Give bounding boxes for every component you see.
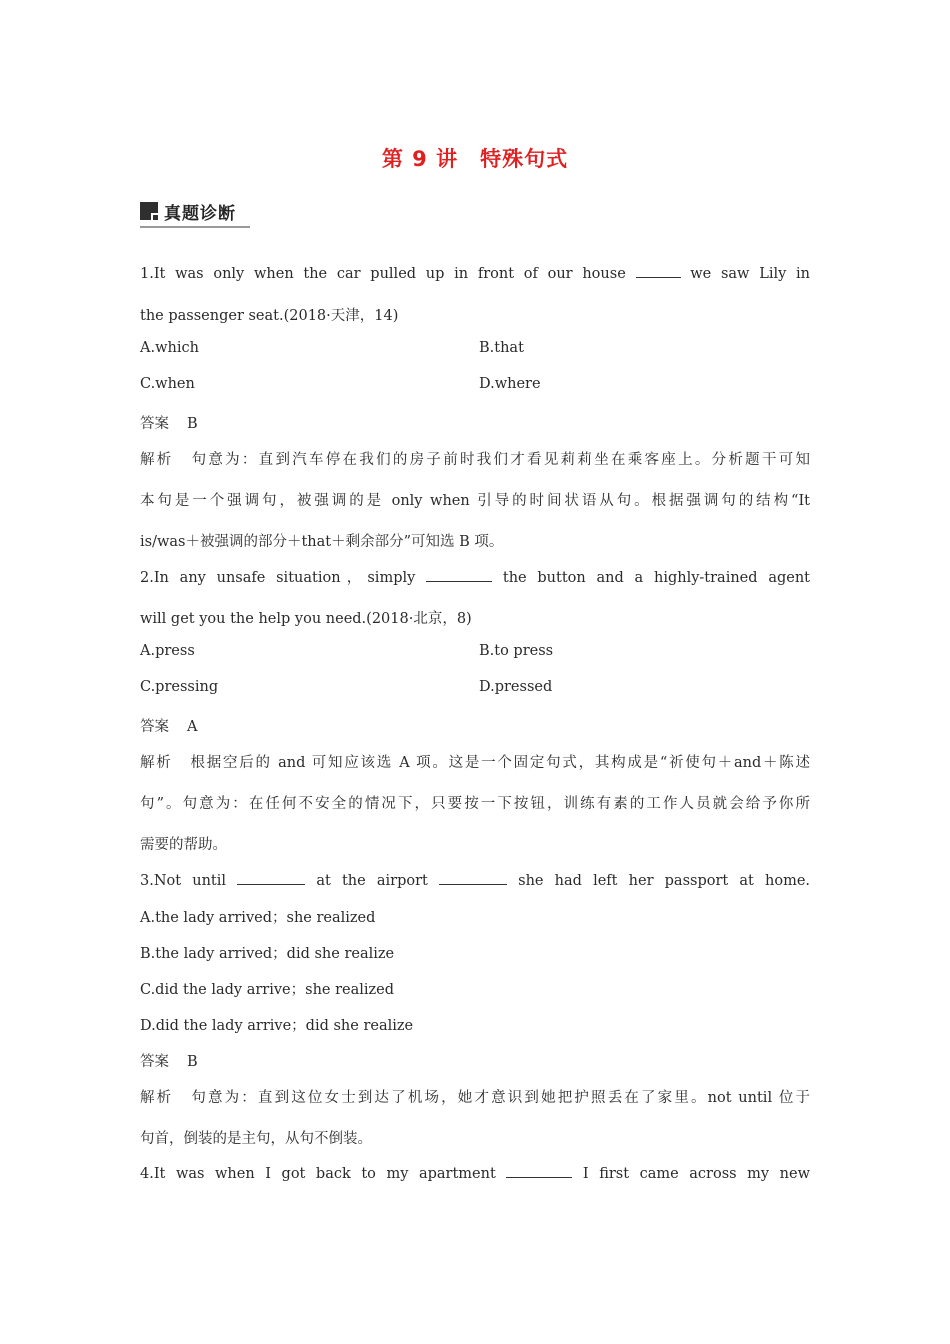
q3-answer: 答案 B xyxy=(140,1054,198,1070)
q2-answer: 答案 A xyxy=(140,719,198,735)
q2-explanation-line3: 需要的帮助。 xyxy=(140,837,227,853)
q3-blank-2 xyxy=(439,870,507,885)
q3-explanation-line2: 句首，倒装的是主句，从句不倒装。 xyxy=(140,1131,372,1147)
q1-stem-line2: the passenger seat.(2018·天津，14) xyxy=(140,308,399,324)
q3-option-b: B.the lady arrived；did she realize xyxy=(140,946,395,962)
q2-blank xyxy=(426,567,492,582)
q1-answer: 答案 B xyxy=(140,416,198,432)
q1-blank xyxy=(636,263,681,278)
q1-option-a: A.which xyxy=(140,340,199,356)
q2-option-a: A.press xyxy=(140,643,195,659)
q2-stem-line1: 2.In any unsafe situation，simply the button and a highly-trained agent xyxy=(140,566,810,587)
q1-explanation-line2: 本句是一个强调句，被强调的是 only when 引导的时间状语从句。根据强调句的结构“It xyxy=(140,493,810,509)
q1-option-c: C.when xyxy=(140,376,195,392)
q3-option-d: D.did the lady arrive；did she realize xyxy=(140,1018,414,1034)
q4-stem-line1: 4.It was when I got back to my apartment I first came across my new xyxy=(140,1163,810,1182)
q2-stem-line2: will get you the help you need.(2018·北京，8) xyxy=(140,611,472,627)
q2-explanation-line2: 句”。句意为：在任何不安全的情况下，只要按一下按钮，训练有素的工作人员就会给予你所 xyxy=(140,796,810,812)
q1-option-d: D.where xyxy=(479,376,541,392)
q2-option-c: C.pressing xyxy=(140,679,219,695)
q3-stem-line1: 3.Not until at the airport she had left her passport at home. xyxy=(140,870,810,889)
q1-stem-line1: 1.It was only when the car pulled up in front of our house we saw Lily in xyxy=(140,263,810,282)
q3-explanation-line1: 解析 句意为：直到这位女士到达了机场，她才意识到她把护照丢在了家里。not until 位于 xyxy=(140,1090,810,1106)
page-title: 第 9 讲 特殊句式 xyxy=(381,147,569,171)
q2-option-b: B.to press xyxy=(479,643,554,659)
q3-blank-1 xyxy=(237,870,305,885)
q2-option-d: D.pressed xyxy=(479,679,553,695)
q3-option-c: C.did the lady arrive；she realized xyxy=(140,982,395,998)
q3-option-a: A.the lady arrived；she realized xyxy=(140,910,376,926)
section-label: 真题诊断 xyxy=(164,204,236,224)
q2-explanation-line1: 解析 根据空后的 and 可知应该选 A 项。这是一个固定句式，其构成是“祈使句＋and＋陈述 xyxy=(140,755,810,771)
q1-option-b: B.that xyxy=(479,340,524,356)
section-square-icon xyxy=(140,202,158,220)
q1-explanation-line1: 解析 句意为：直到汽车停在我们的房子前时我们才看见莉莉坐在乘客座上。分析题干可知 xyxy=(140,452,811,468)
q1-explanation-line3: is/was＋被强调的部分＋that＋剩余部分”可知选 B 项。 xyxy=(140,534,504,550)
section-heading xyxy=(140,198,250,228)
q4-blank xyxy=(506,1163,572,1178)
